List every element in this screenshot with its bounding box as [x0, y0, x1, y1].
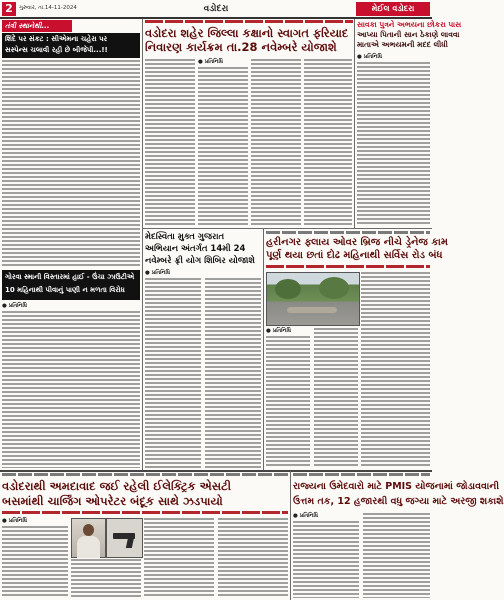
- savli-headline-line: માતાએ અભયમની મદદ લીધી: [357, 40, 448, 49]
- ev-bus-body-text: [218, 518, 288, 598]
- editorial-headline-line: શિંદે પર સંકટ : સીએમના ચહેરા પર: [5, 35, 108, 43]
- harinagar-body-text: [314, 328, 358, 468]
- drainage-pipe-shape: [287, 307, 337, 313]
- pmis-kicker: [293, 473, 430, 476]
- editorial-headline: [2, 33, 140, 58]
- ev-bus-body-text: [2, 526, 68, 598]
- ev-bus-subheadline: [2, 511, 288, 514]
- swagat-body-text: [198, 67, 248, 227]
- savli-byline: ● પ્રતિનિધિ: [357, 54, 383, 60]
- column-rule: [142, 19, 143, 470]
- yoga-headline-line: નવેમ્બરે ફ્રી યોગ શિબિર યોજાશે: [145, 256, 255, 266]
- person-head-shape: [83, 524, 94, 536]
- harinagar-headline: [266, 236, 448, 262]
- pmis-headline-line: ઉત્તમ તક, 12 હજારથી વધુ જગ્યા માટે અરજી શકાશે: [293, 496, 504, 507]
- pmis-headline-line: રાજ્યના ઉમેદવારો માટે PMIS યોજનામાં જોડાવવાની: [293, 481, 500, 492]
- ev-bus-byline: ● પ્રતિનિધિ: [2, 518, 28, 524]
- swagat-headline-line: નિવારણ કાર્યક્રમ તા.28 નવેમ્બરે યોજાશે: [145, 40, 337, 54]
- harinagar-byline: ● પ્રતિનિધિ: [266, 328, 292, 334]
- swagat-kicker: [145, 20, 353, 23]
- yoga-body-text: [145, 278, 201, 468]
- tree-shape: [319, 277, 349, 299]
- editorial-headline-line: સસ્પેન્સ ચલાવી રહી છે બીજેપી...!!: [5, 46, 108, 54]
- swagat-body-text: [251, 59, 301, 227]
- swagat-body-text: [145, 59, 195, 227]
- page-number: 2: [2, 2, 16, 16]
- tree-shape: [275, 279, 301, 299]
- ev-bus-kicker: [2, 473, 288, 476]
- savli-headline-line: સાવકા પુત્રને અભયના છોકરા પાસ: [357, 20, 462, 29]
- yoga-byline: ● પ્રતિનિધિ: [145, 270, 171, 276]
- yoga-headline-line: અભિયાન અંતર્ગત 14મી 24: [145, 244, 246, 254]
- savli-headline: [357, 20, 462, 50]
- masthead-rule: [0, 17, 432, 19]
- issue-date: ગુરુવાર, તા.14-11-2024: [19, 5, 77, 11]
- section-rule: [0, 470, 432, 472]
- pistol-photo: [106, 518, 143, 558]
- harinagar-headline-line: પૂર્ણ થયા છતાં દોઢ મહિનાથી સર્વિસ રોડ બંધ: [266, 250, 443, 261]
- ev-bus-headline-line: બસમાંથી ચાર્જિંગ ઓપરેટર બંદૂક સાથે ઝડપાયો: [2, 494, 223, 508]
- gorwa-headline-line: ગોરવા સ્માની વિસ્તારમાં હાઈ - ઉંચા ઝાઉટીએ: [5, 273, 135, 281]
- savli-body-text: [357, 62, 430, 226]
- accused-person-photo: [71, 518, 106, 558]
- savli-headline-line: આપ્યા પિતાની સાન ઠેકાણે લાવવા: [357, 30, 460, 39]
- pmis-byline: ● પ્રતિનિધિ: [293, 513, 319, 519]
- pmis-headline: [293, 479, 504, 509]
- ev-bus-body-text: [144, 518, 214, 598]
- ev-bus-headline: [2, 479, 288, 509]
- harinagar-kicker: [266, 231, 430, 234]
- ev-bus-headline-line: વડોદરાથી અમદાવાદ જઈ રહેલી ઈલેક્ટ્રિક એસટી: [2, 479, 232, 493]
- column-rule: [354, 19, 355, 228]
- ev-bus-body-text: [71, 559, 141, 598]
- gorwa-byline: ● પ્રતિનિધિ: [2, 303, 28, 309]
- newspaper-brand: મેઈલ વડોદરા: [356, 2, 430, 16]
- gorwa-headline: [2, 270, 140, 300]
- swagat-body-text: [304, 59, 352, 227]
- pmis-body-text: [363, 513, 430, 598]
- harinagar-subheadline: [266, 265, 430, 268]
- gorwa-body-text: [2, 311, 140, 468]
- harinagar-body-text: [266, 336, 310, 468]
- person-body-shape: [77, 536, 100, 558]
- pmis-body-text: [293, 521, 359, 598]
- section-rule: [143, 228, 432, 229]
- edition-city: વડોદરા: [203, 4, 229, 14]
- swagat-headline-line: વડોદરા શહેર જિલ્લા કક્ષાનો સ્વાગત ફરિયાદ: [145, 26, 349, 40]
- gorwa-headline-line: 10 મહિનાથી પીવાનું પાણી ન મળતા વિરોધ: [5, 286, 125, 294]
- swagat-byline: ● પ્રતિનિધિ: [198, 59, 224, 65]
- swagat-headline: [145, 26, 353, 54]
- column-rule: [290, 471, 291, 600]
- editorial-section-label: તંત્રી સ્થાનેથી...: [2, 20, 72, 32]
- harinagar-body-text: [361, 272, 430, 468]
- yoga-headline-line: મેદસ્વિતા મુક્ત ગુજરાત: [145, 232, 225, 242]
- pistol-grip-shape: [126, 537, 134, 548]
- road-photo: [266, 272, 360, 326]
- yoga-headline: [145, 231, 261, 267]
- yoga-body-text: [205, 278, 261, 468]
- harinagar-headline-line: હરીનગર ફ્લાય ઓવર બ્રિજ નીચે ડ્રેનેજ કામ: [266, 237, 448, 248]
- editorial-body-text: [2, 60, 140, 267]
- column-rule: [263, 229, 264, 470]
